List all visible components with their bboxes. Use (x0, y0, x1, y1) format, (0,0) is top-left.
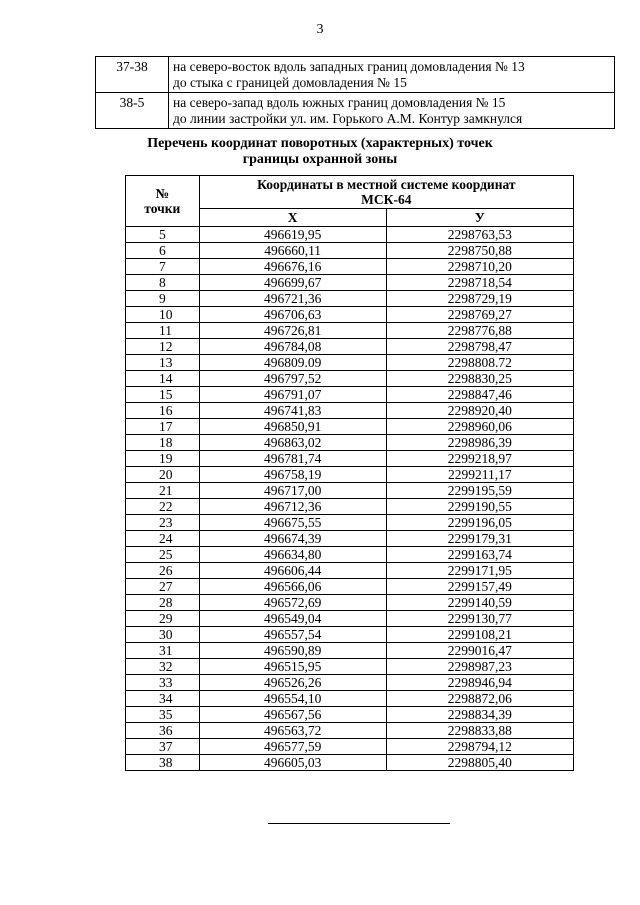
coordinate-y: 2298794,12 (386, 739, 573, 755)
table-row (126, 547, 574, 563)
coordinate-x: 496634,80 (199, 547, 386, 563)
coordinate-y: 2298729,19 (386, 291, 573, 307)
coordinate-y: 2298805,40 (386, 755, 573, 771)
coordinate-x: 496674,39 (199, 531, 386, 547)
bottom-rule (268, 823, 450, 824)
coordinate-y: 2299140,59 (386, 595, 573, 611)
coordinate-x: 496791,07 (199, 387, 386, 403)
coordinate-x: 496797,52 (199, 371, 386, 387)
table-row (126, 675, 574, 691)
table-row (126, 659, 574, 675)
coordinate-x: 496758,19 (199, 467, 386, 483)
point-number: 25 (126, 547, 200, 563)
point-number: 33 (126, 675, 200, 691)
coordinate-y: 2298920,40 (386, 403, 573, 419)
coordinate-y: 2298808.72 (386, 355, 573, 371)
coordinate-y: 2298833,88 (386, 723, 573, 739)
coordinate-x: 496784,08 (199, 339, 386, 355)
coordinate-y: 2298798,47 (386, 339, 573, 355)
header-point-number (126, 176, 200, 227)
coordinate-y: 2298847,46 (386, 387, 573, 403)
header-y: У (386, 209, 573, 227)
header-coordinates (199, 176, 573, 209)
table-row (126, 419, 574, 435)
coordinate-x: 496526,26 (199, 675, 386, 691)
point-number: 30 (126, 627, 200, 643)
coordinate-x: 496850,91 (199, 419, 386, 435)
table-row (126, 291, 574, 307)
coordinate-y: 2298763,53 (386, 227, 573, 243)
table-row (126, 627, 574, 643)
table-row (126, 515, 574, 531)
coordinate-x: 496549,04 (199, 611, 386, 627)
table-row (126, 483, 574, 499)
table-row (126, 531, 574, 547)
coordinate-x: 496741,83 (199, 403, 386, 419)
point-number: 24 (126, 531, 200, 547)
coordinate-y: 2298986,39 (386, 435, 573, 451)
header-coordinates-line-1: Координаты в местной системе координат (257, 177, 516, 192)
coordinates-table (125, 175, 574, 771)
point-number: 18 (126, 435, 200, 451)
table-row (126, 243, 574, 259)
coordinate-x: 496563,72 (199, 723, 386, 739)
coordinate-x: 496675,55 (199, 515, 386, 531)
point-number: 7 (126, 259, 200, 275)
header-x: X (199, 209, 386, 227)
table-row (126, 739, 574, 755)
coordinate-x: 496572,69 (199, 595, 386, 611)
point-number: 35 (126, 707, 200, 723)
boundary-description-table (95, 56, 615, 129)
point-number: 10 (126, 307, 200, 323)
coordinate-x: 496567,56 (199, 707, 386, 723)
table-row (126, 467, 574, 483)
coordinate-y: 2299179,31 (386, 531, 573, 547)
point-number: 32 (126, 659, 200, 675)
coordinate-x: 496619,95 (199, 227, 386, 243)
page-number: 3 (316, 22, 324, 37)
table-row (126, 323, 574, 339)
coordinate-x: 496863,02 (199, 435, 386, 451)
point-number: 14 (126, 371, 200, 387)
point-number: 37 (126, 739, 200, 755)
point-number: 8 (126, 275, 200, 291)
point-number: 38 (126, 755, 200, 771)
table-row (126, 723, 574, 739)
coordinate-x: 496557,54 (199, 627, 386, 643)
table-row (126, 499, 574, 515)
header-coordinates-line-2: МСК-64 (361, 192, 412, 207)
coordinate-y: 2299163,74 (386, 547, 573, 563)
coordinate-y: 2298834,39 (386, 707, 573, 723)
header-point-number-line-1: № (155, 186, 170, 201)
section-title-line-1: Перечень координат поворотных (характерных) точек (147, 136, 493, 151)
table-row (126, 691, 574, 707)
point-number: 31 (126, 643, 200, 659)
point-number: 6 (126, 243, 200, 259)
table-row (126, 435, 574, 451)
coordinate-x: 496676,16 (199, 259, 386, 275)
boundary-row (96, 93, 615, 129)
coordinate-y: 2299218,97 (386, 451, 573, 467)
table-row (126, 707, 574, 723)
point-number: 17 (126, 419, 200, 435)
boundary-description-line: до линии застройки ул. им. Горького А.М. Контур замкнулся (173, 111, 523, 126)
boundary-description-line: до стыка с границей домовладения № 15 (173, 75, 407, 90)
header-point-number-line-2: точки (144, 201, 181, 216)
coordinate-y: 2299190,55 (386, 499, 573, 515)
table-row (126, 755, 574, 771)
table-row (126, 387, 574, 403)
boundary-segment: 38-5 (96, 93, 169, 129)
coordinate-x: 496706,63 (199, 307, 386, 323)
point-number: 5 (126, 227, 200, 243)
point-number: 27 (126, 579, 200, 595)
coordinate-y: 2299171,95 (386, 563, 573, 579)
coordinate-y: 2299130,77 (386, 611, 573, 627)
coordinate-x: 496566,06 (199, 579, 386, 595)
table-row (126, 307, 574, 323)
coordinate-x: 496721,36 (199, 291, 386, 307)
coordinate-x: 496577,59 (199, 739, 386, 755)
point-number: 34 (126, 691, 200, 707)
section-title-line-2: границы охранной зоны (242, 152, 398, 167)
table-row (126, 259, 574, 275)
table-row (126, 227, 574, 243)
coordinate-x: 496590,89 (199, 643, 386, 659)
coordinate-y: 2298710,20 (386, 259, 573, 275)
coordinate-x: 496717,00 (199, 483, 386, 499)
point-number: 13 (126, 355, 200, 371)
coordinate-x: 496606,44 (199, 563, 386, 579)
coordinate-y: 2299108,21 (386, 627, 573, 643)
coordinate-y: 2299157,49 (386, 579, 573, 595)
point-number: 23 (126, 515, 200, 531)
point-number: 26 (126, 563, 200, 579)
coordinate-x: 496699,67 (199, 275, 386, 291)
coordinate-x: 496712,36 (199, 499, 386, 515)
coordinate-y: 2299211,17 (386, 467, 573, 483)
table-row (126, 355, 574, 371)
point-number: 36 (126, 723, 200, 739)
point-number: 21 (126, 483, 200, 499)
table-row (126, 579, 574, 595)
point-number: 15 (126, 387, 200, 403)
table-row (126, 451, 574, 467)
table-row (126, 339, 574, 355)
boundary-description-line: на северо-восток вдоль западных границ домовладения № 13 (173, 59, 525, 74)
coordinate-x: 496515,95 (199, 659, 386, 675)
point-number: 11 (126, 323, 200, 339)
coordinate-x: 496660,11 (199, 243, 386, 259)
table-row (126, 403, 574, 419)
coordinate-y: 2298769,27 (386, 307, 573, 323)
coordinate-y: 2298776,88 (386, 323, 573, 339)
boundary-description (169, 57, 615, 93)
point-number: 19 (126, 451, 200, 467)
table-row (126, 275, 574, 291)
boundary-row (96, 57, 615, 93)
coordinate-y: 2298960,06 (386, 419, 573, 435)
coordinate-x: 496605,03 (199, 755, 386, 771)
point-number: 28 (126, 595, 200, 611)
coordinate-x: 496781,74 (199, 451, 386, 467)
boundary-segment: 37-38 (96, 57, 169, 93)
table-row (126, 595, 574, 611)
point-number: 9 (126, 291, 200, 307)
point-number: 16 (126, 403, 200, 419)
coordinate-x: 496726,81 (199, 323, 386, 339)
coordinate-x: 496809.09 (199, 355, 386, 371)
coordinate-y: 2299195,59 (386, 483, 573, 499)
coordinate-y: 2299196,05 (386, 515, 573, 531)
coordinate-x: 496554,10 (199, 691, 386, 707)
table-row (126, 563, 574, 579)
table-row (126, 611, 574, 627)
coordinate-y: 2298946,94 (386, 675, 573, 691)
coordinate-y: 2298718,54 (386, 275, 573, 291)
point-number: 22 (126, 499, 200, 515)
boundary-description-line: на северо-запад вдоль южных границ домовладения № 15 (173, 95, 506, 110)
coordinate-y: 2298872,06 (386, 691, 573, 707)
boundary-description (169, 93, 615, 129)
table-row (126, 643, 574, 659)
point-number: 29 (126, 611, 200, 627)
point-number: 12 (126, 339, 200, 355)
point-number: 20 (126, 467, 200, 483)
table-row (126, 371, 574, 387)
section-title (0, 136, 640, 168)
coordinate-y: 2298987,23 (386, 659, 573, 675)
coordinate-y: 2298830,25 (386, 371, 573, 387)
coordinate-y: 2298750,88 (386, 243, 573, 259)
coordinate-y: 2299016,47 (386, 643, 573, 659)
